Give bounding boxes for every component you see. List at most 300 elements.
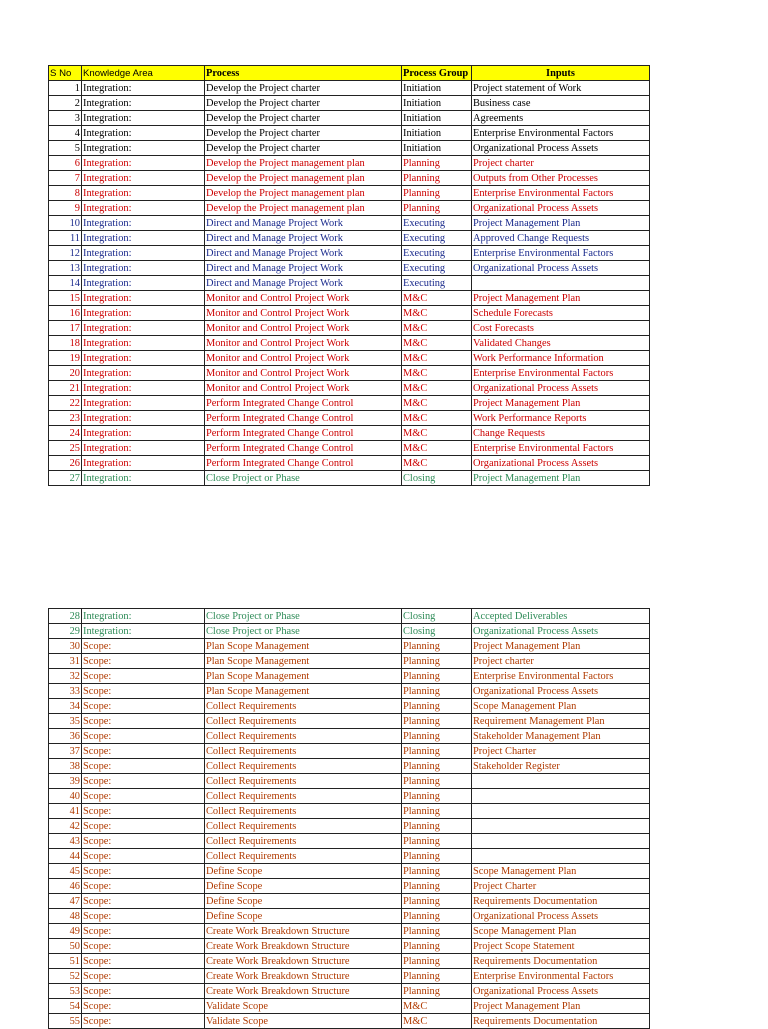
cell-process: Monitor and Control Project Work (205, 351, 402, 366)
cell-knowledge-area: Integration: (82, 381, 205, 396)
cell-process: Plan Scope Management (205, 669, 402, 684)
cell-process: Develop the Project management plan (205, 171, 402, 186)
cell-input: Requirements Documentation (472, 954, 650, 969)
cell-input: Schedule Forecasts (472, 306, 650, 321)
cell-sno: 40 (49, 789, 82, 804)
cell-process-group: Planning (402, 879, 472, 894)
cell-process: Direct and Manage Project Work (205, 216, 402, 231)
cell-input: Approved Change Requests (472, 231, 650, 246)
cell-process: Develop the Project management plan (205, 186, 402, 201)
cell-sno: 17 (49, 321, 82, 336)
cell-sno: 3 (49, 111, 82, 126)
table-row (49, 894, 650, 909)
cell-sno: 1 (49, 81, 82, 96)
cell-input: Validated Changes (472, 336, 650, 351)
cell-process-group: M&C (402, 1014, 472, 1029)
cell-sno: 15 (49, 291, 82, 306)
cell-process: Direct and Manage Project Work (205, 246, 402, 261)
table-row (49, 759, 650, 774)
cell-process: Collect Requirements (205, 714, 402, 729)
table-row (49, 411, 650, 426)
table-row (49, 246, 650, 261)
cell-knowledge-area: Scope: (82, 954, 205, 969)
cell-knowledge-area: Scope: (82, 759, 205, 774)
cell-process-group: Initiation (402, 81, 472, 96)
cell-process-group: Planning (402, 894, 472, 909)
cell-process-group: Executing (402, 261, 472, 276)
table-row (49, 969, 650, 984)
cell-input: Organizational Process Assets (472, 141, 650, 156)
cell-process: Close Project or Phase (205, 471, 402, 486)
table-row (49, 201, 650, 216)
cell-process: Define Scope (205, 894, 402, 909)
cell-sno: 9 (49, 201, 82, 216)
cell-process: Create Work Breakdown Structure (205, 924, 402, 939)
cell-process-group: Executing (402, 246, 472, 261)
table-row (49, 366, 650, 381)
cell-input: Project Management Plan (472, 999, 650, 1014)
cell-process-group: Planning (402, 954, 472, 969)
cell-sno: 42 (49, 819, 82, 834)
cell-knowledge-area: Integration: (82, 624, 205, 639)
cell-process-group: Closing (402, 609, 472, 624)
cell-process: Develop the Project charter (205, 126, 402, 141)
cell-knowledge-area: Scope: (82, 909, 205, 924)
cell-input: Enterprise Environmental Factors (472, 441, 650, 456)
cell-knowledge-area: Scope: (82, 879, 205, 894)
cell-input: Project Scope Statement (472, 939, 650, 954)
cell-sno: 25 (49, 441, 82, 456)
cell-sno: 35 (49, 714, 82, 729)
cell-process-group: M&C (402, 396, 472, 411)
cell-sno: 41 (49, 804, 82, 819)
cell-knowledge-area: Integration: (82, 441, 205, 456)
cell-input: Organizational Process Assets (472, 261, 650, 276)
cell-process: Monitor and Control Project Work (205, 336, 402, 351)
table-row (49, 471, 650, 486)
cell-knowledge-area: Integration: (82, 201, 205, 216)
cell-sno: 37 (49, 744, 82, 759)
cell-input: Enterprise Environmental Factors (472, 366, 650, 381)
cell-process: Monitor and Control Project Work (205, 321, 402, 336)
cell-input: Project Charter (472, 879, 650, 894)
cell-process-group: Planning (402, 834, 472, 849)
table-row (49, 954, 650, 969)
cell-process-group: M&C (402, 306, 472, 321)
cell-input: Outputs from Other Processes (472, 171, 650, 186)
cell-process-group: Closing (402, 624, 472, 639)
cell-process-group: Planning (402, 774, 472, 789)
cell-process-group: Planning (402, 714, 472, 729)
cell-sno: 8 (49, 186, 82, 201)
cell-process-group: M&C (402, 456, 472, 471)
cell-sno: 22 (49, 396, 82, 411)
cell-sno: 39 (49, 774, 82, 789)
cell-sno: 5 (49, 141, 82, 156)
cell-process-group: Executing (402, 216, 472, 231)
cell-sno: 36 (49, 729, 82, 744)
cell-input: Cost Forecasts (472, 321, 650, 336)
cell-knowledge-area: Integration: (82, 231, 205, 246)
header-sno: S No (49, 66, 82, 81)
table-row (49, 924, 650, 939)
cell-process: Direct and Manage Project Work (205, 231, 402, 246)
table-row (49, 216, 650, 231)
cell-input: Project Charter (472, 744, 650, 759)
cell-knowledge-area: Scope: (82, 999, 205, 1014)
cell-process: Perform Integrated Change Control (205, 426, 402, 441)
cell-process-group: M&C (402, 336, 472, 351)
cell-process: Plan Scope Management (205, 639, 402, 654)
cell-process: Collect Requirements (205, 759, 402, 774)
header-process: Process (205, 66, 402, 81)
cell-knowledge-area: Scope: (82, 939, 205, 954)
cell-knowledge-area: Scope: (82, 804, 205, 819)
table-row (49, 864, 650, 879)
cell-process: Collect Requirements (205, 849, 402, 864)
cell-process-group: Planning (402, 849, 472, 864)
cell-input: Requirement Management Plan (472, 714, 650, 729)
cell-input (472, 276, 650, 291)
table-row (49, 699, 650, 714)
table-row (49, 186, 650, 201)
cell-knowledge-area: Scope: (82, 969, 205, 984)
cell-sno: 11 (49, 231, 82, 246)
cell-knowledge-area: Scope: (82, 849, 205, 864)
cell-sno: 51 (49, 954, 82, 969)
cell-knowledge-area: Integration: (82, 216, 205, 231)
cell-sno: 34 (49, 699, 82, 714)
cell-knowledge-area: Integration: (82, 609, 205, 624)
cell-process-group: Planning (402, 201, 472, 216)
cell-sno: 54 (49, 999, 82, 1014)
cell-sno: 4 (49, 126, 82, 141)
cell-process: Collect Requirements (205, 804, 402, 819)
cell-process: Direct and Manage Project Work (205, 276, 402, 291)
cell-process: Direct and Manage Project Work (205, 261, 402, 276)
cell-sno: 2 (49, 96, 82, 111)
cell-input: Business case (472, 96, 650, 111)
table-row (49, 261, 650, 276)
cell-input: Enterprise Environmental Factors (472, 969, 650, 984)
table-row (49, 684, 650, 699)
cell-process-group: Planning (402, 804, 472, 819)
cell-process-group: Planning (402, 924, 472, 939)
cell-input: Requirements Documentation (472, 1014, 650, 1029)
cell-sno: 43 (49, 834, 82, 849)
table-row (49, 141, 650, 156)
cell-process-group: Planning (402, 684, 472, 699)
cell-knowledge-area: Integration: (82, 471, 205, 486)
table-row (49, 126, 650, 141)
cell-knowledge-area: Scope: (82, 1014, 205, 1029)
cell-input: Project statement of Work (472, 81, 650, 96)
table-row (49, 774, 650, 789)
cell-knowledge-area: Integration: (82, 96, 205, 111)
cell-process-group: Planning (402, 759, 472, 774)
cell-input: Stakeholder Register (472, 759, 650, 774)
cell-sno: 52 (49, 969, 82, 984)
cell-input: Enterprise Environmental Factors (472, 669, 650, 684)
cell-knowledge-area: Integration: (82, 351, 205, 366)
table-row (49, 441, 650, 456)
cell-knowledge-area: Scope: (82, 789, 205, 804)
cell-sno: 12 (49, 246, 82, 261)
header-row (49, 66, 650, 81)
cell-knowledge-area: Integration: (82, 81, 205, 96)
cell-knowledge-area: Integration: (82, 396, 205, 411)
cell-process-group: Planning (402, 156, 472, 171)
cell-process-group: Planning (402, 669, 472, 684)
table-row (49, 654, 650, 669)
cell-knowledge-area: Integration: (82, 126, 205, 141)
cell-sno: 20 (49, 366, 82, 381)
table-row (49, 456, 650, 471)
process-table-bottom (48, 608, 650, 1029)
table-row (49, 426, 650, 441)
cell-sno: 29 (49, 624, 82, 639)
cell-process: Plan Scope Management (205, 654, 402, 669)
cell-sno: 38 (49, 759, 82, 774)
header-knowledge-area: Knowledge Area (82, 66, 205, 81)
cell-process-group: M&C (402, 381, 472, 396)
table-row (49, 171, 650, 186)
table-row (49, 306, 650, 321)
table-row (49, 624, 650, 639)
cell-knowledge-area: Integration: (82, 291, 205, 306)
table-row (49, 231, 650, 246)
cell-knowledge-area: Integration: (82, 336, 205, 351)
cell-knowledge-area: Scope: (82, 654, 205, 669)
cell-input: Project Management Plan (472, 216, 650, 231)
cell-process-group: Planning (402, 744, 472, 759)
cell-process-group: Planning (402, 639, 472, 654)
cell-sno: 18 (49, 336, 82, 351)
cell-process: Monitor and Control Project Work (205, 291, 402, 306)
table-row (49, 669, 650, 684)
table-row (49, 879, 650, 894)
cell-process-group: M&C (402, 441, 472, 456)
cell-input (472, 834, 650, 849)
cell-process-group: Executing (402, 231, 472, 246)
cell-knowledge-area: Integration: (82, 306, 205, 321)
cell-process: Validate Scope (205, 999, 402, 1014)
cell-input: Work Performance Reports (472, 411, 650, 426)
cell-input: Organizational Process Assets (472, 624, 650, 639)
cell-input: Enterprise Environmental Factors (472, 246, 650, 261)
table-row (49, 351, 650, 366)
cell-process: Develop the Project charter (205, 141, 402, 156)
cell-knowledge-area: Scope: (82, 744, 205, 759)
cell-process: Plan Scope Management (205, 684, 402, 699)
table-row (49, 819, 650, 834)
cell-process-group: Planning (402, 171, 472, 186)
table-row (49, 639, 650, 654)
header-process-group: Process Group (402, 66, 472, 81)
table-row (49, 984, 650, 999)
table-row (49, 714, 650, 729)
cell-input: Scope Management Plan (472, 924, 650, 939)
cell-knowledge-area: Scope: (82, 684, 205, 699)
cell-process: Define Scope (205, 879, 402, 894)
cell-knowledge-area: Integration: (82, 261, 205, 276)
cell-input: Change Requests (472, 426, 650, 441)
cell-process: Collect Requirements (205, 819, 402, 834)
table-body-bottom (49, 609, 650, 1029)
cell-knowledge-area: Scope: (82, 924, 205, 939)
cell-sno: 31 (49, 654, 82, 669)
cell-knowledge-area: Scope: (82, 669, 205, 684)
cell-input: Agreements (472, 111, 650, 126)
cell-process-group: Initiation (402, 141, 472, 156)
cell-sno: 30 (49, 639, 82, 654)
cell-knowledge-area: Scope: (82, 834, 205, 849)
table-row (49, 156, 650, 171)
cell-process: Create Work Breakdown Structure (205, 984, 402, 999)
cell-sno: 26 (49, 456, 82, 471)
cell-input: Work Performance Information (472, 351, 650, 366)
cell-process-group: M&C (402, 999, 472, 1014)
cell-process-group: Planning (402, 969, 472, 984)
cell-knowledge-area: Integration: (82, 156, 205, 171)
cell-knowledge-area: Scope: (82, 864, 205, 879)
cell-input: Organizational Process Assets (472, 201, 650, 216)
cell-process-group: Planning (402, 699, 472, 714)
cell-input: Enterprise Environmental Factors (472, 126, 650, 141)
cell-knowledge-area: Integration: (82, 141, 205, 156)
cell-process: Collect Requirements (205, 744, 402, 759)
cell-sno: 49 (49, 924, 82, 939)
table-row (49, 96, 650, 111)
cell-process: Define Scope (205, 909, 402, 924)
cell-process-group: Initiation (402, 126, 472, 141)
cell-sno: 44 (49, 849, 82, 864)
table-row (49, 999, 650, 1014)
cell-input: Accepted Deliverables (472, 609, 650, 624)
cell-sno: 55 (49, 1014, 82, 1029)
cell-process-group: Planning (402, 939, 472, 954)
cell-knowledge-area: Integration: (82, 411, 205, 426)
table-row (49, 609, 650, 624)
cell-process: Develop the Project management plan (205, 201, 402, 216)
cell-process-group: Planning (402, 864, 472, 879)
cell-process: Collect Requirements (205, 699, 402, 714)
cell-process-group: Executing (402, 276, 472, 291)
cell-process-group: M&C (402, 366, 472, 381)
cell-knowledge-area: Integration: (82, 366, 205, 381)
cell-knowledge-area: Integration: (82, 276, 205, 291)
cell-sno: 48 (49, 909, 82, 924)
cell-input (472, 774, 650, 789)
table-body-top (49, 81, 650, 486)
cell-process: Close Project or Phase (205, 609, 402, 624)
table-row (49, 729, 650, 744)
cell-knowledge-area: Scope: (82, 774, 205, 789)
cell-sno: 6 (49, 156, 82, 171)
cell-process-group: Planning (402, 909, 472, 924)
table-row (49, 291, 650, 306)
table-row (49, 789, 650, 804)
cell-knowledge-area: Integration: (82, 111, 205, 126)
cell-process: Create Work Breakdown Structure (205, 954, 402, 969)
cell-sno: 53 (49, 984, 82, 999)
cell-process-group: Planning (402, 789, 472, 804)
cell-knowledge-area: Scope: (82, 984, 205, 999)
cell-process-group: M&C (402, 411, 472, 426)
cell-sno: 19 (49, 351, 82, 366)
table-row (49, 744, 650, 759)
table-row (49, 111, 650, 126)
cell-process-group: Closing (402, 471, 472, 486)
cell-input: Requirements Documentation (472, 894, 650, 909)
cell-process-group: M&C (402, 291, 472, 306)
cell-process: Develop the Project charter (205, 96, 402, 111)
cell-process: Perform Integrated Change Control (205, 411, 402, 426)
cell-sno: 46 (49, 879, 82, 894)
cell-input: Scope Management Plan (472, 699, 650, 714)
cell-knowledge-area: Integration: (82, 186, 205, 201)
cell-process: Perform Integrated Change Control (205, 396, 402, 411)
cell-sno: 28 (49, 609, 82, 624)
cell-sno: 14 (49, 276, 82, 291)
table-row (49, 1014, 650, 1029)
cell-knowledge-area: Integration: (82, 171, 205, 186)
cell-knowledge-area: Scope: (82, 819, 205, 834)
table-row (49, 336, 650, 351)
cell-input (472, 789, 650, 804)
cell-process: Collect Requirements (205, 789, 402, 804)
cell-sno: 10 (49, 216, 82, 231)
table-row (49, 321, 650, 336)
cell-input: Project charter (472, 156, 650, 171)
cell-process: Monitor and Control Project Work (205, 381, 402, 396)
cell-input (472, 804, 650, 819)
cell-process-group: M&C (402, 321, 472, 336)
cell-process-group: Planning (402, 819, 472, 834)
cell-knowledge-area: Integration: (82, 246, 205, 261)
cell-knowledge-area: Scope: (82, 729, 205, 744)
cell-process-group: Planning (402, 186, 472, 201)
cell-input: Organizational Process Assets (472, 381, 650, 396)
cell-process-group: Planning (402, 654, 472, 669)
process-table-top (48, 65, 650, 486)
table-row (49, 909, 650, 924)
cell-knowledge-area: Integration: (82, 321, 205, 336)
cell-sno: 21 (49, 381, 82, 396)
cell-process: Collect Requirements (205, 834, 402, 849)
cell-input: Organizational Process Assets (472, 684, 650, 699)
table-row (49, 834, 650, 849)
header-inputs: Inputs (472, 66, 650, 81)
cell-process: Close Project or Phase (205, 624, 402, 639)
cell-sno: 32 (49, 669, 82, 684)
table-row (49, 804, 650, 819)
cell-knowledge-area: Scope: (82, 639, 205, 654)
cell-process-group: M&C (402, 426, 472, 441)
cell-knowledge-area: Scope: (82, 699, 205, 714)
cell-process: Develop the Project charter (205, 111, 402, 126)
cell-input: Project Management Plan (472, 471, 650, 486)
cell-process-group: Planning (402, 984, 472, 999)
cell-sno: 33 (49, 684, 82, 699)
cell-sno: 45 (49, 864, 82, 879)
cell-sno: 24 (49, 426, 82, 441)
table-row (49, 276, 650, 291)
cell-input: Project Management Plan (472, 291, 650, 306)
table-row (49, 939, 650, 954)
cell-process: Monitor and Control Project Work (205, 366, 402, 381)
cell-input: Enterprise Environmental Factors (472, 186, 650, 201)
